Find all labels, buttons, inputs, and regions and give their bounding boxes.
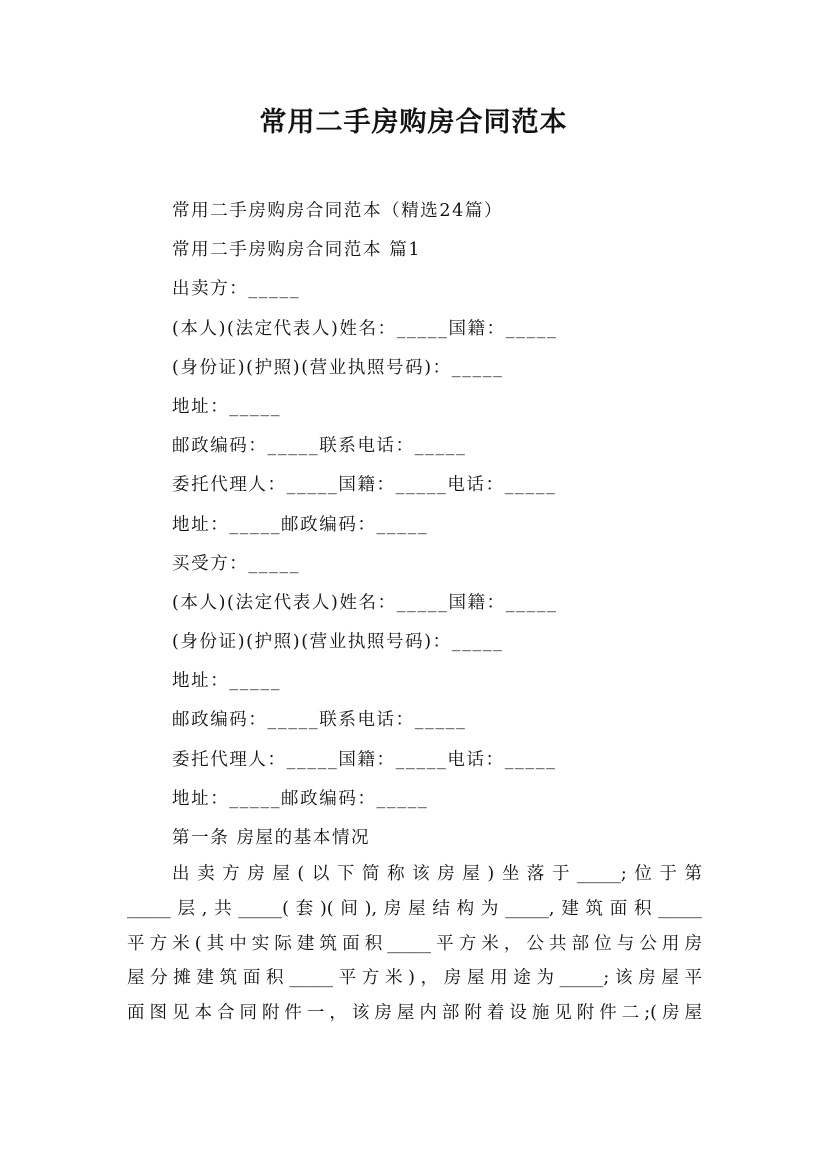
seller-agent-address-line: 地址：_____邮政编码：_____ — [172, 514, 429, 535]
buyer-agent-line: 委托代理人：_____国籍：_____电话：_____ — [172, 749, 557, 770]
paragraph-line: 屋分摊建筑面积_____平方米)，房屋用途为_____;该房屋平 — [127, 968, 702, 989]
seller-name-line: (本人)(法定代表人)姓名：_____国籍：_____ — [172, 318, 558, 339]
seller-address-line: 地址：_____ — [172, 396, 282, 417]
buyer-id-line: (身份证)(护照)(营业执照号码)：_____ — [172, 632, 504, 653]
doc-subtitle: 常用二手房购房合同范本（精选24篇） — [172, 201, 504, 221]
paragraph-line: _____层,共_____(套)(间),房屋结构为_____,建筑面积_____ — [127, 898, 702, 919]
paragraph-line: 平方米(其中实际建筑面积_____平方米，公共部位与公用房 — [127, 933, 702, 954]
buyer-postal-line: 邮政编码：_____联系电话：_____ — [172, 710, 467, 731]
contract-fields — [172, 196, 732, 862]
seller-label: 出卖方：_____ — [172, 279, 301, 300]
buyer-label: 买受方：_____ — [172, 553, 301, 574]
seller-id-line: (身份证)(护照)(营业执照号码)：_____ — [172, 357, 504, 378]
section-heading: 常用二手房购房合同范本 篇1 — [172, 240, 422, 261]
paragraph-line: 出卖方房屋(以下简称该房屋)坐落于_____;位于第 — [172, 864, 702, 884]
document-title: 常用二手房购房合同范本 — [259, 107, 568, 138]
buyer-address-line: 地址：_____ — [172, 671, 282, 692]
buyer-agent-address-line: 地址：_____邮政编码：_____ — [172, 788, 429, 809]
paragraph-line: 面图见本合同附件一，该房屋内部附着设施见附件二;(房屋 — [127, 1003, 702, 1024]
seller-agent-line: 委托代理人：_____国籍：_____电话：_____ — [172, 475, 557, 496]
article-one-paragraph — [127, 857, 702, 1031]
seller-postal-line: 邮政编码：_____联系电话：_____ — [172, 436, 467, 457]
buyer-name-line: (本人)(法定代表人)姓名：_____国籍：_____ — [172, 592, 558, 613]
article-one-heading: 第一条 房屋的基本情况 — [172, 828, 371, 848]
